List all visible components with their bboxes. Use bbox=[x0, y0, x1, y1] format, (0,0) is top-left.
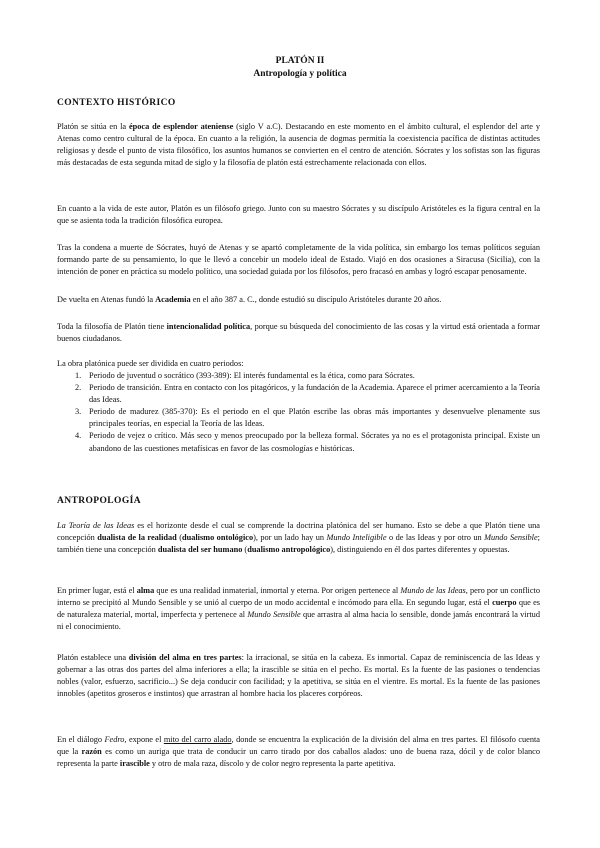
list-item: 2. Periodo de transición. Entra en contacto con los pitagóricos, y la fundación de la Academia. Aparece el primer acercamiento a la Teoría das Ideas. bbox=[75, 383, 540, 405]
paragraph-contexto-5: Toda la filosofía de Platón tiene intencionalidad política, porque su búsqueda del conocimiento de las cosas y la virtud está orientada a formar buenos ciudadanos. bbox=[57, 322, 540, 344]
document-subtitle: Antropología y política bbox=[253, 69, 347, 79]
heading-antropologia: ANTROPOLOGÍA bbox=[57, 496, 141, 506]
list-item: 3. Periodo de madurez (385-370): Es el periodo en el que Platón escribe las obras más importantes y desenvuelve plenamente sus principales teorías, en especial la Teoría de las Ideas. bbox=[75, 407, 540, 429]
paragraph-antropologia-2: En primer lugar, está el alma que es una realidad inmaterial, inmortal y eterna. Por origen pertenece al Mundo de las Ideas, pero por un conflicto interno se precipitó al Mundo Sensible y se unió al cuerpo de un modo accidental e incómodo para ella. En segundo lugar, está el cuerpo que es de naturaleza material, mortal, imperfecta y pertenece al Mundo Sensible que arrastra al alma hacia lo sensible, donde jamás encontrará la virtud ni el conocimiento. bbox=[57, 586, 540, 632]
periods-list bbox=[57, 370, 540, 455]
paragraph-antropologia-4: En el diálogo Fedro, expone el mito del carro alado, donde se encuentra la explicación de la división del alma en tres partes. El filósofo cuenta que la razón es como un auriga que trata de conducir un carro tirado por dos caballos alados: uno de buena raza, dócil y de color blanco representa la parte irascible y otro de mala raza, díscolo y de color negro representa la parte apetitiva. bbox=[57, 735, 540, 769]
paragraph-antropologia-1: La Teoría de las Ideas es el horizonte desde el cual se comprende la doctrina platónica del ser humano. Esto se debe a que Platón tiene una concepción dualista de la realidad (dualismo ontológico), por un lado hay un Mundo Inteligible o de las Ideas y por otro un Mundo Sensible; también tiene una concepción dualista del ser humano (dualismo antropológico), distinguiendo en él dos partes diferentes y opuestas. bbox=[57, 521, 540, 555]
list-item: 4. Periodo de vejez o crítico. Más seco y menos preocupado por la belleza formal. Sócrates ya no es el protagonista principal. Existe un abandono de las cuestiones metafísicas en favor de las cosmologías e históricas. bbox=[75, 431, 540, 453]
paragraph-contexto-3: Tras la condena a muerte de Sócrates, huyó de Atenas y se apartó completamente de la vida política, sin embargo los temas políticos seguían formando parte de su pensamiento, lo que le llevó a concebir un modelo ideal de Estado. Viajó en dos ocasiones a Siracusa (Sicilia), con la intención de poner en práctica su modelo político, una sociedad guiada por los filósofos, pero fracasó en ambas y logró escapar penosamente. bbox=[57, 243, 540, 277]
paragraph-contexto-6: La obra platónica puede ser dividida en cuatro periodos: bbox=[57, 359, 244, 368]
list-item: 1. Periodo de juventud o socrático (393-389): El interés fundamental es la ética, como para Sócrates. bbox=[75, 371, 415, 380]
paragraph-antropologia-3: Platón establece una división del alma en tres partes: la irracional, se sitúa en la cabeza. Es inmortal. Capaz de reminiscencia de las Ideas y gobernar a las otras dos partes del alma inferiores a ella; la irascible se sitúa en el pecho. Es mortal. Es la fuente de las pasiones o tendencias nobles (valor, esfuerzo, sacrificio...) Se deja conducir con facilidad; y la apetitiva, se sitúa en el vientre. Es mortal. Es la fuente de las pasiones innobles (apetitos groseros e instintos) que arrastran al hombre hacia los placeres corpóreos. bbox=[57, 653, 540, 699]
document-title: PLATÓN II bbox=[275, 56, 325, 66]
paragraph-contexto-2: En cuanto a la vida de este autor, Platón es un filósofo griego. Junto con su maestro Sócrates y su discípulo Aristóteles es la figura central en la que se asienta toda la tradición filosófica europea. bbox=[57, 204, 540, 226]
paragraph-contexto-4: De vuelta en Atenas fundó la Academia en el año 387 a. C., donde estudió su discípulo Aristóteles durante 20 años. bbox=[57, 295, 442, 304]
heading-contexto-historico: CONTEXTO HISTÓRICO bbox=[57, 98, 176, 108]
paragraph-contexto-1: Platón se sitúa en la época de esplendor ateniense (siglo V a.C). Destacando en este momento en el ámbito cultural, el esplendor del arte y Atenas como centro cultural de la época. En cuanto a la religión, la ausencia de dogmas permitía la coexistencia pacífica de distintas actitudes religiosas y desde el punto de vista filosófico, los asuntos humanos se convierten en el centro de atención. Sócrates y los sofistas son las figuras más destacadas de esta segunda mitad de siglo y la filosofía de platón está estrechamente relacionada con ellos. bbox=[57, 122, 540, 168]
